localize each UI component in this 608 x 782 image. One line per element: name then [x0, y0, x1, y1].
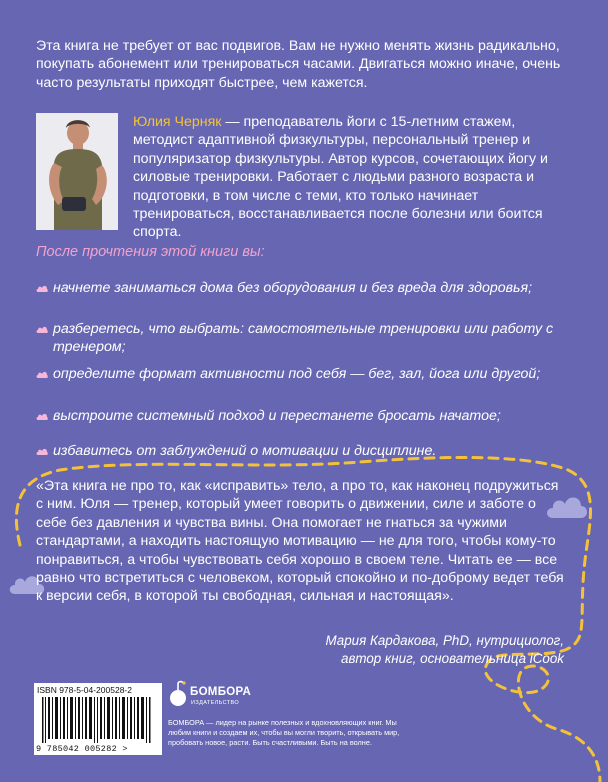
list-item: определите формат активности под себя — бег, зал, йога или другой;	[36, 366, 576, 384]
barcode	[34, 683, 162, 755]
list-item: начнете заниматься дома без оборудования и без вреда для здоровья;	[36, 280, 576, 298]
cloud-bullet-icon	[36, 412, 48, 420]
cloud-bullet-icon	[36, 325, 48, 333]
author-photo	[36, 113, 118, 230]
publisher-description: БОМБОРА — лидер на рынке полезных и вдохновляющих книг. Мы любим книги и создаем их, чтобы вы могли творить, открывать мир, пробовать новое, расти. Быть счастливыми. Быть на волне.	[168, 718, 400, 747]
cloud-bullet-icon	[36, 370, 48, 378]
author-bio-text: — преподаватель йоги с 15-летним стажем, методист адаптивной физкультуры, персональный тренер и популяризатор физкультуры. Автор курсов, сочетающих йогу и силовые тренировки. Работает с людьми разного возраста и подготовки, в том числе с теми, кто только начинает тренироваться, восстанавливается после болезни или боится спорта.	[133, 114, 548, 241]
barcode-bars	[42, 697, 156, 743]
isbn-number: ISBN 978-5-04-200528-2	[37, 685, 132, 695]
benefits-heading: После прочтения этой книги вы:	[36, 244, 265, 260]
cloud-bullet-icon	[36, 447, 48, 455]
review-quote: «Эта книга не про то, как «исправить» тело, а про то, как наконец подружиться с ним. Юля — тренер, который умеет говорить о движении, силе и заботе о себе без давления и чувства вины. Она помогает не гнаться за чужими стандартами, а находить настоящую мотивацию — не для того, чтобы кому-то понравиться, а чтобы чувствовать себя хорошо в своем теле. Читать ее — все равно что встретиться с человеком, который спокойно и по-доброму ведет тебя к версии себя, в которой ты свободная, сильная и настоящая».	[36, 478, 564, 605]
intro-paragraph: Эта книга не требует от вас подвигов. Вам не нужно менять жизнь радикально, покупать абонемент или тренироваться часами. Двигаться можно иначе, очень часто результаты приходят быстрее, чем кажется.	[36, 38, 561, 91]
author-name: Юлия Черняк	[133, 114, 222, 130]
bomb-logo-icon	[168, 680, 188, 708]
list-item: выстроите системный подход и перестанете бросать начатое;	[36, 408, 576, 426]
publisher-logo: БОМБОРА ИЗДАТЕЛЬСТВО	[168, 680, 188, 713]
cloud-bullet-icon	[36, 284, 48, 292]
author-bio	[133, 113, 578, 242]
list-item: разберетесь, что выбрать: самостоятельные тренировки или работу с тренером;	[36, 321, 576, 356]
quote-attribution: Мария Кардакова, PhD, нутрициолог, автор книг, основательница iCook	[325, 633, 564, 666]
barcode-digits: 9 785042 005282 >	[36, 744, 128, 754]
list-item: избавитесь от заблуждений о мотивации и дисциплине.	[36, 443, 576, 461]
